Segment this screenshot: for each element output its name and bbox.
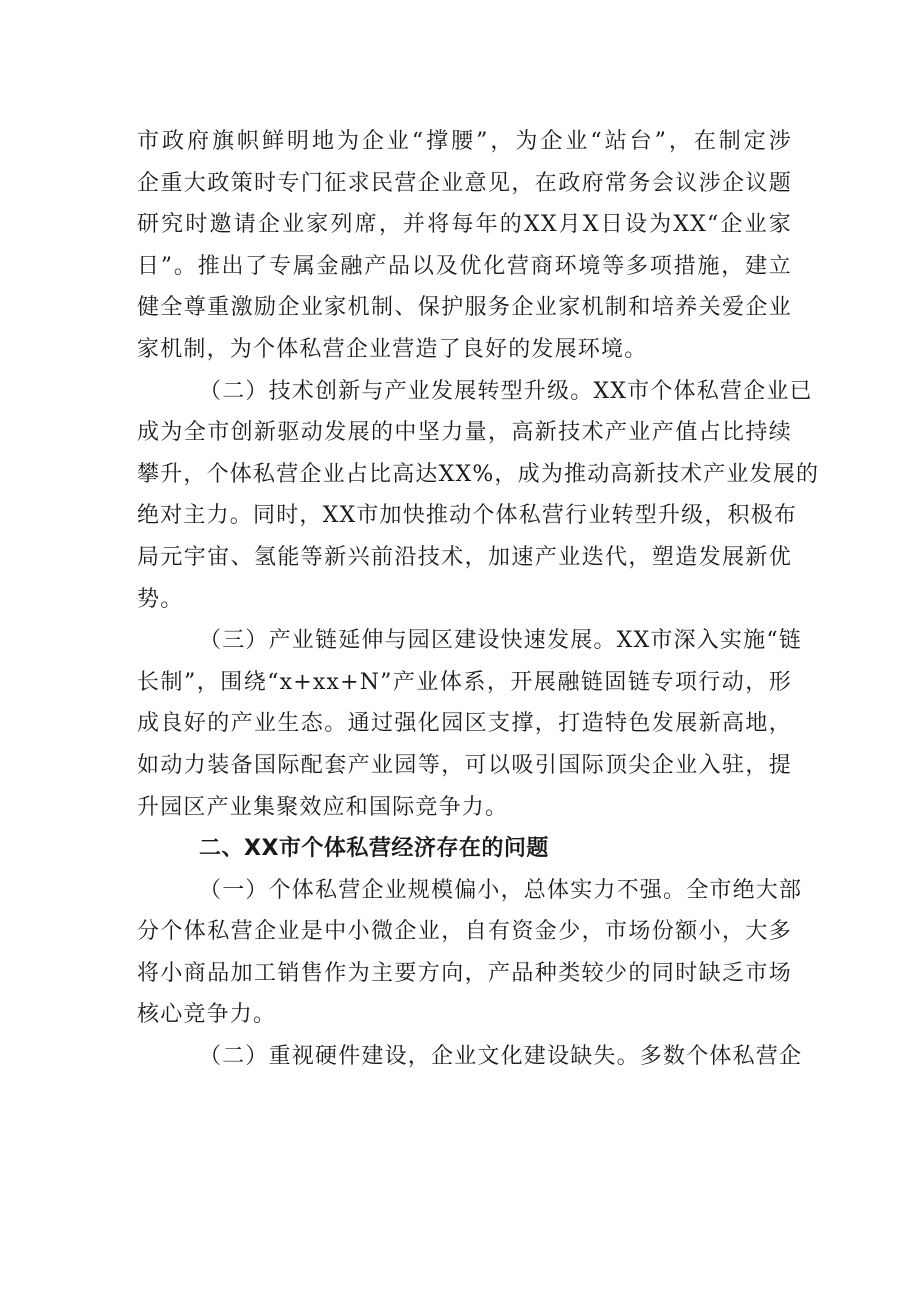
text-line: 研究时邀请企业家列席，并将每年的XX月X日设为XX“企业家 [137, 212, 792, 238]
text-line: 长制”，围绕“x+xx+N”产业体系，开展融链固链专项行动，形 [137, 669, 792, 695]
text-line: （二）技术创新与产业发展转型升级。XX市个体私营企业已 [199, 378, 813, 404]
text-line: 市政府旗帜鲜明地为企业“撑腰”，为企业“站台”，在制定涉 [137, 129, 792, 154]
text-line: 势。 [137, 586, 184, 612]
text-line: 日”。推出了专属金融产品以及优化营商环境等多项措施，建立 [137, 253, 792, 279]
text-line: 升园区产业集聚效应和国际竞争力。 [137, 794, 509, 820]
text-line: 健全尊重激励企业家机制、保护服务企业家机制和培养关爱企业 [137, 295, 792, 321]
paragraph-industry-chain [137, 620, 802, 828]
text-line: 家机制，为个体私营企业营造了良好的发展环境。 [137, 336, 648, 362]
text-line: （二）重视硬件建设，企业文化建设缺失。多数个体私营企 [199, 1044, 803, 1070]
text-line: 企重大政策时专门征求民营企业意见，在政府常务会议涉企议题 [137, 170, 792, 196]
text-line: （三）产业链延伸与园区建设快速发展。XX市深入实施“链 [199, 628, 802, 654]
text-line: （一）个体私营企业规模偏小，总体实力不强。全市绝大部 [199, 877, 803, 903]
text-line: 如动力装备国际配套产业园等，可以吸引国际顶尖企业入驻，提 [137, 752, 792, 778]
text-line: 将小商品加工销售作为主要方向，产品种类较少的同时缺乏市场 [137, 960, 792, 986]
text-line: 成为全市创新驱动发展的中坚力量，高新技术产业产值占比持续 [137, 420, 792, 446]
paragraph-culture-problem [137, 1036, 803, 1078]
paragraph-scale-problem [137, 870, 803, 1036]
paragraph-local-support [137, 121, 792, 371]
text-line: 分个体私营企业是中小微企业，自有资金少，市场份额小，大多 [137, 919, 792, 945]
text-line: 绝对主力。同时，XX市加快推动个体私营行业转型升级，积极布 [137, 503, 798, 529]
paragraph-tech-innovation [137, 371, 820, 621]
text-line: 核心竞争力。 [137, 1002, 277, 1028]
text-line: 局元宇宙、氢能等新兴前沿技术，加速产业迭代，塑造发展新优 [137, 544, 792, 570]
text-line: 攀升，个体私营企业占比高达XX%，成为推动高新技术产业发展的 [137, 461, 820, 487]
document-body [137, 121, 820, 1078]
section-heading: 二、XX市个体私营经济存在的问题 [199, 836, 549, 862]
text-line: 成良好的产业生态。通过强化园区支撑，打造特色发展新高地， [137, 711, 792, 737]
